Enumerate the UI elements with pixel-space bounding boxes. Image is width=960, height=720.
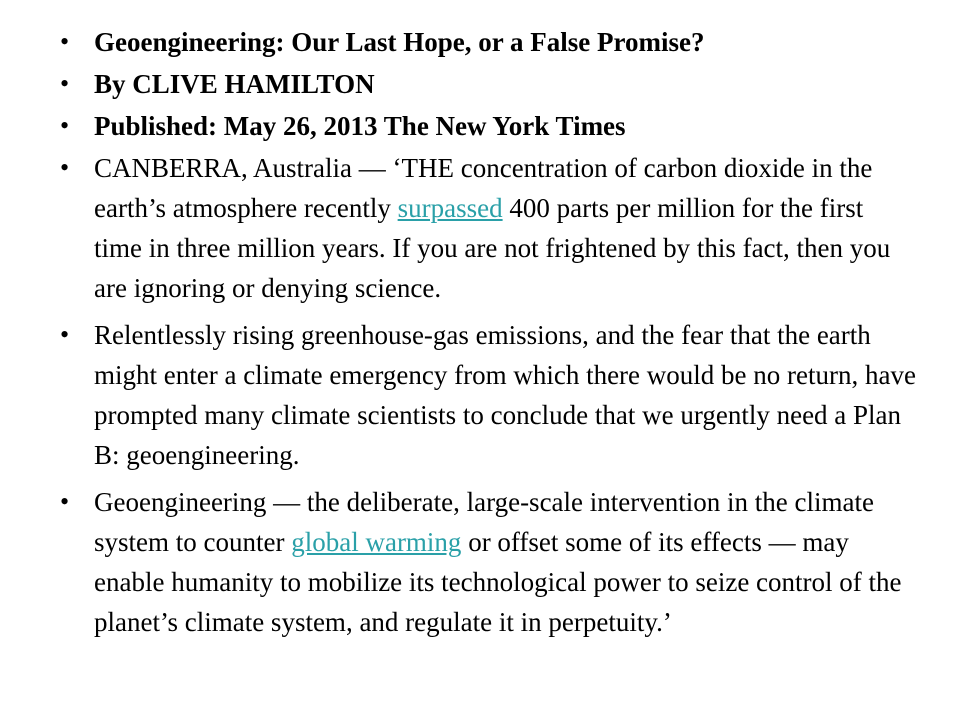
bullet-dot-icon: • — [60, 27, 70, 56]
bullet-dot-icon: • — [60, 69, 70, 98]
bullet-paragraph-2 — [56, 315, 916, 475]
paragraph-3-text-before: Geoengineering — the deliberate, large-scale intervention in the climate system to counter — [94, 487, 874, 557]
bullet-published — [56, 106, 916, 146]
paragraph-2-text: Relentlessly rising greenhouse-gas emissions, and the fear that the earth might enter a climate emergency from which there would be no return, have prompted many climate scientists to conclude that we urgently need a Plan B: geoengineering. — [94, 320, 916, 470]
bullet-byline — [56, 64, 916, 104]
bullet-paragraph-3 — [56, 482, 916, 642]
bullet-list — [56, 22, 916, 649]
paragraph-1-text-after: 400 parts per million for the first time in three million years. If you are not frightened by this fact, then you are ignoring or denying science. — [94, 193, 891, 303]
bullet-paragraph-1 — [56, 148, 916, 308]
article-published-date: Published: May 26, 2013 The New York Times — [94, 111, 626, 141]
bullet-dot-icon: • — [60, 153, 70, 182]
bullet-dot-icon: • — [60, 320, 70, 349]
global-warming-link[interactable]: global warming — [291, 527, 462, 557]
bullet-title — [56, 22, 916, 62]
article-byline: By CLIVE HAMILTON — [94, 69, 375, 99]
paragraph-1-text-before: CANBERRA, Australia — ‘THE concentration of carbon dioxide in the earth’s atmosphere recently — [94, 153, 873, 223]
surpassed-link[interactable]: surpassed — [397, 193, 503, 223]
article-title: Geoengineering: Our Last Hope, or a False Promise? — [94, 27, 705, 57]
paragraph-3-text-after: or offset some of its effects — may enable humanity to mobilize its technological power to seize control of the planet’s climate system, and regulate it in perpetuity.’ — [94, 527, 902, 637]
bullet-dot-icon: • — [60, 487, 70, 516]
bullet-dot-icon: • — [60, 111, 70, 140]
